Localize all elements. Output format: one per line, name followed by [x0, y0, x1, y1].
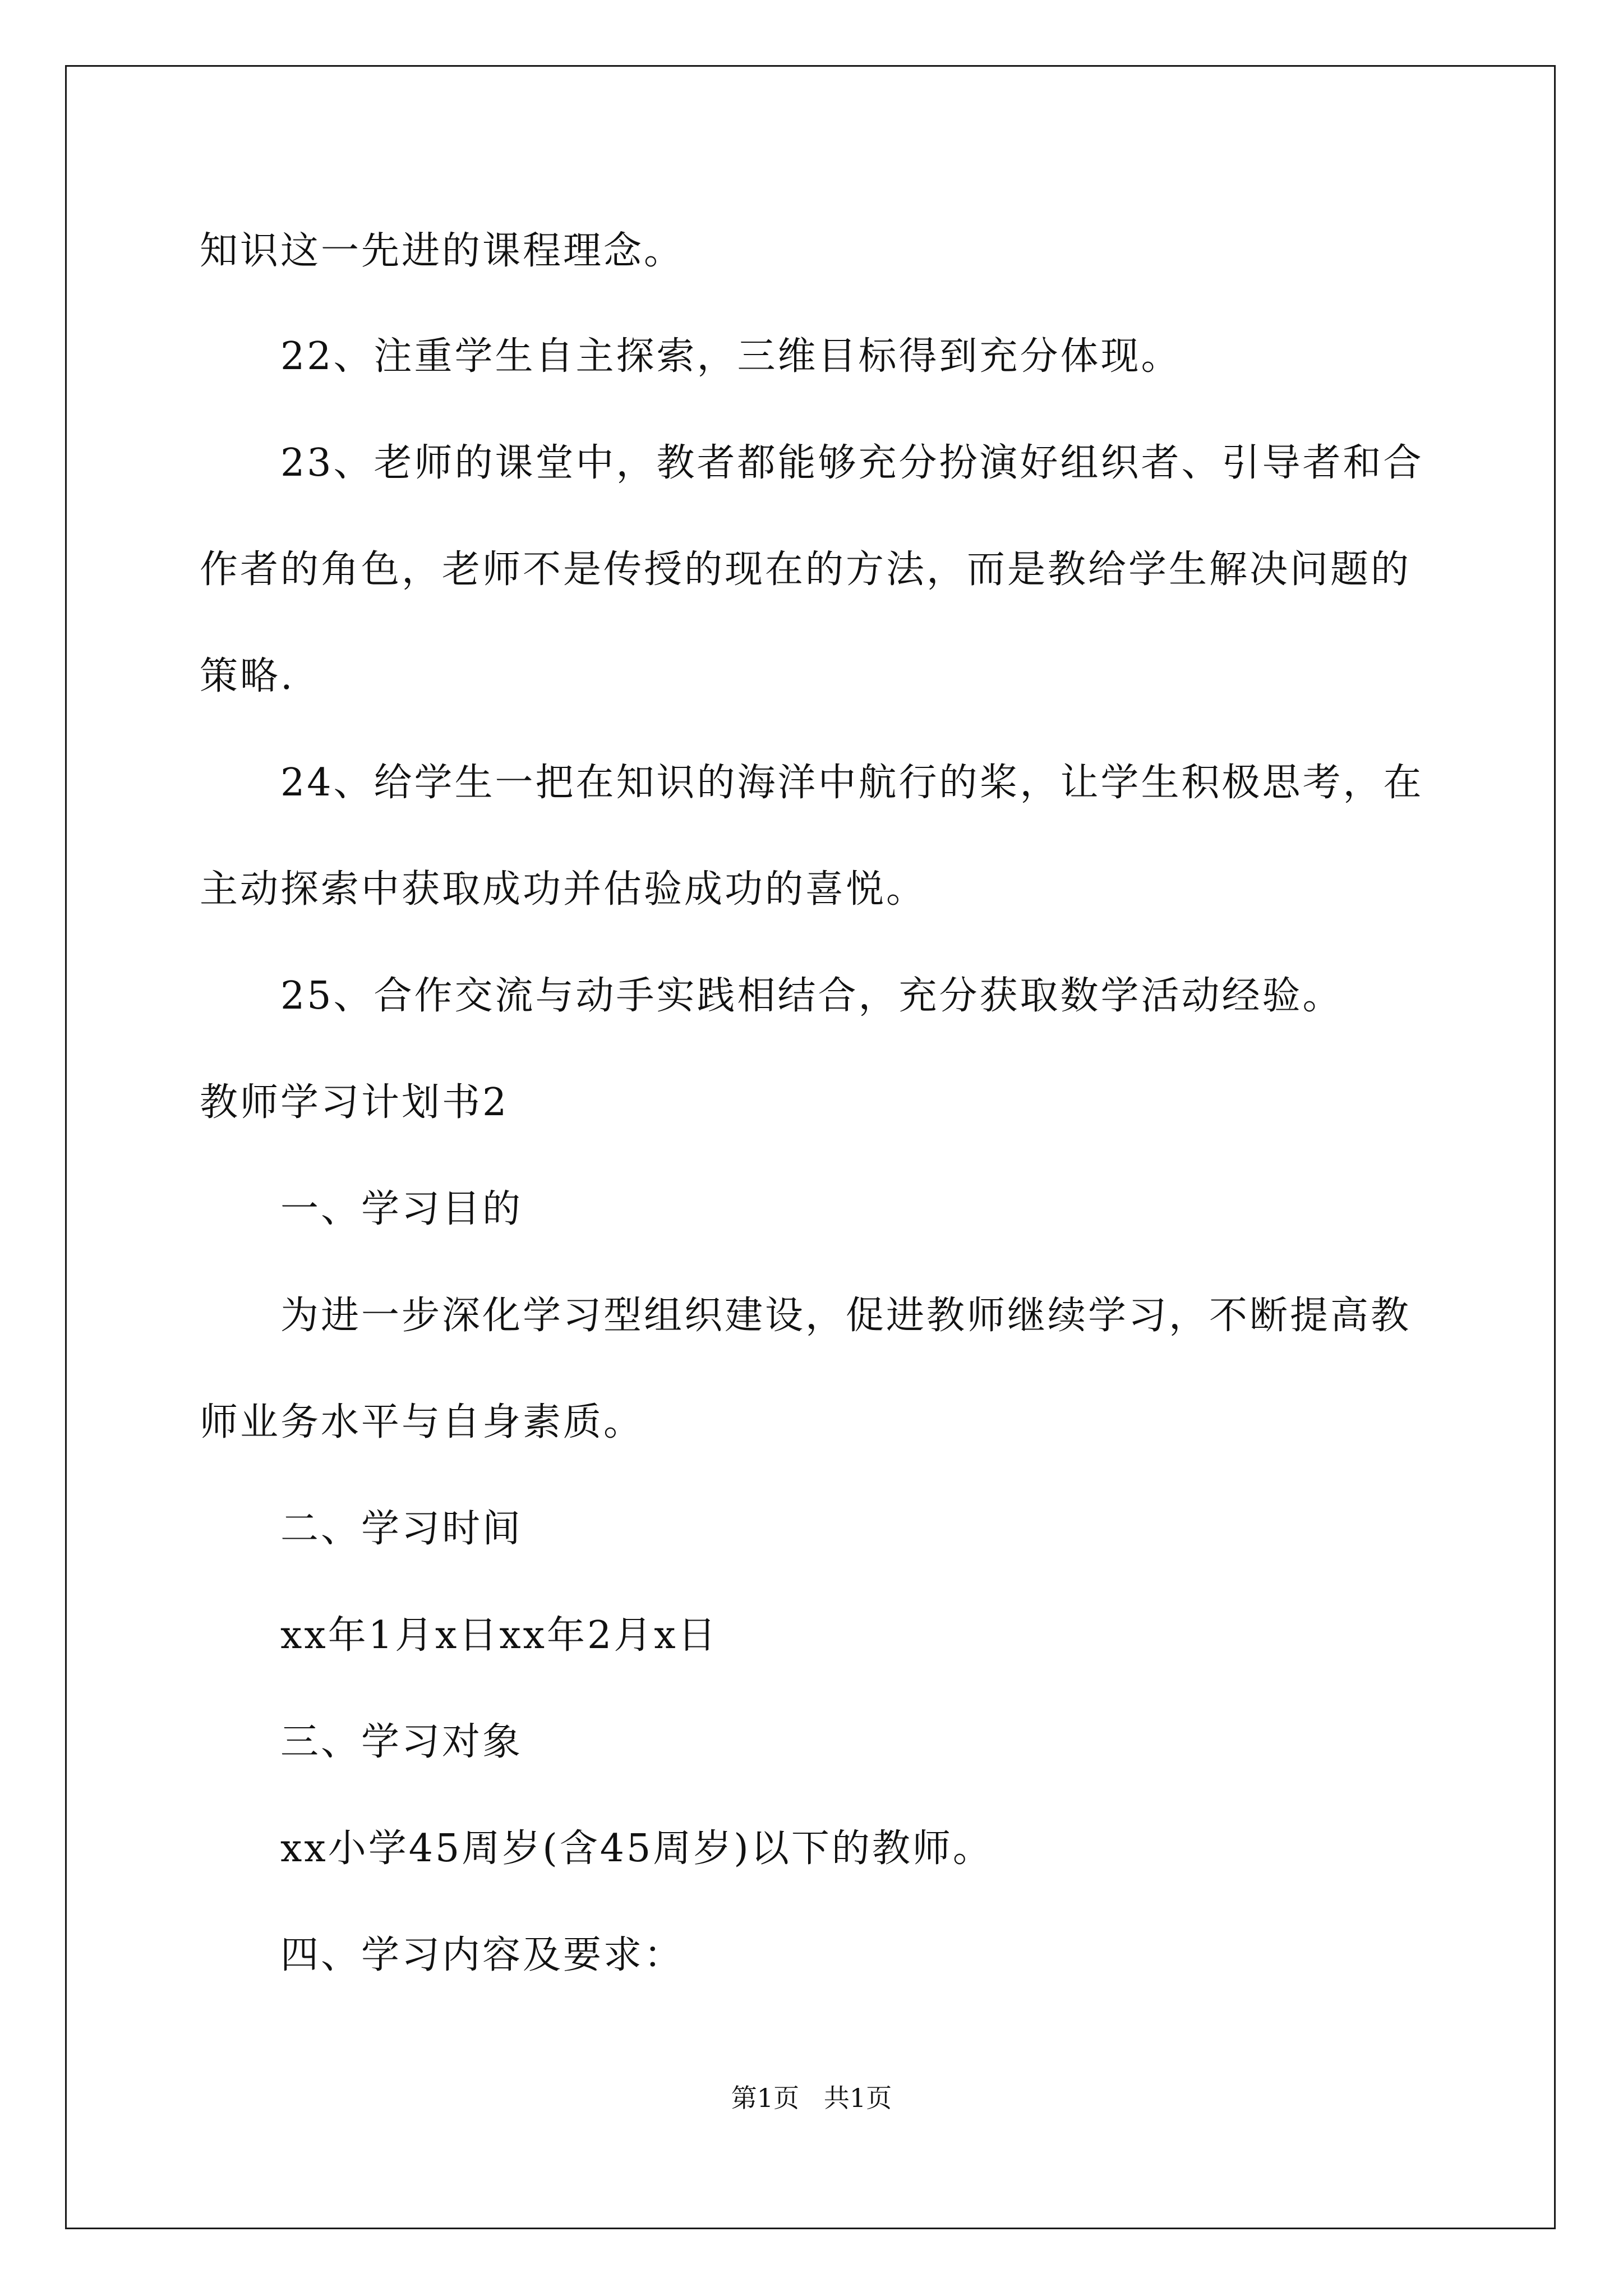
subsection-heading: 四、学习内容及要求： [280, 1933, 685, 1977]
text-line: xx小学45周岁(含45周岁)以下的教师。 [280, 1826, 993, 1871]
text-line: 作者的角色，老师不是传授的现在的方法，而是教给学生解决问题的 [200, 547, 1412, 592]
text-line: 22、注重学生自主探索，三维目标得到充分体现。 [280, 334, 1182, 379]
text-line: 23、老师的课堂中，教者都能够充分扮演好组织者、引导者和合 [280, 441, 1424, 485]
subsection-heading: 二、学习时间 [280, 1507, 523, 1551]
page-border [65, 65, 1556, 2229]
text-line: 师业务水平与自身素质。 [200, 1400, 644, 1444]
text-line: 25、合作交流与动手实践相结合，充分获取数学活动经验。 [280, 974, 1343, 1018]
page-footer: 第1页 共1页 [731, 2083, 892, 2113]
text-line: 知识这一先进的课程理念。 [200, 229, 685, 273]
text-line: 主动探索中获取成功并估验成功的喜悦。 [200, 867, 927, 912]
text-line: 策略. [200, 654, 295, 698]
subsection-heading: 三、学习对象 [280, 1720, 523, 1764]
text-line: xx年1月x日xx年2月x日 [280, 1613, 718, 1658]
text-line: 为进一步深化学习型组织建设，促进教师继续学习，不断提高教 [280, 1294, 1412, 1338]
section-heading: 教师学习计划书2 [200, 1080, 509, 1125]
text-line: 24、给学生一把在知识的海洋中航行的桨，让学生积极思考，在 [280, 761, 1424, 805]
subsection-heading: 一、学习目的 [280, 1187, 523, 1231]
